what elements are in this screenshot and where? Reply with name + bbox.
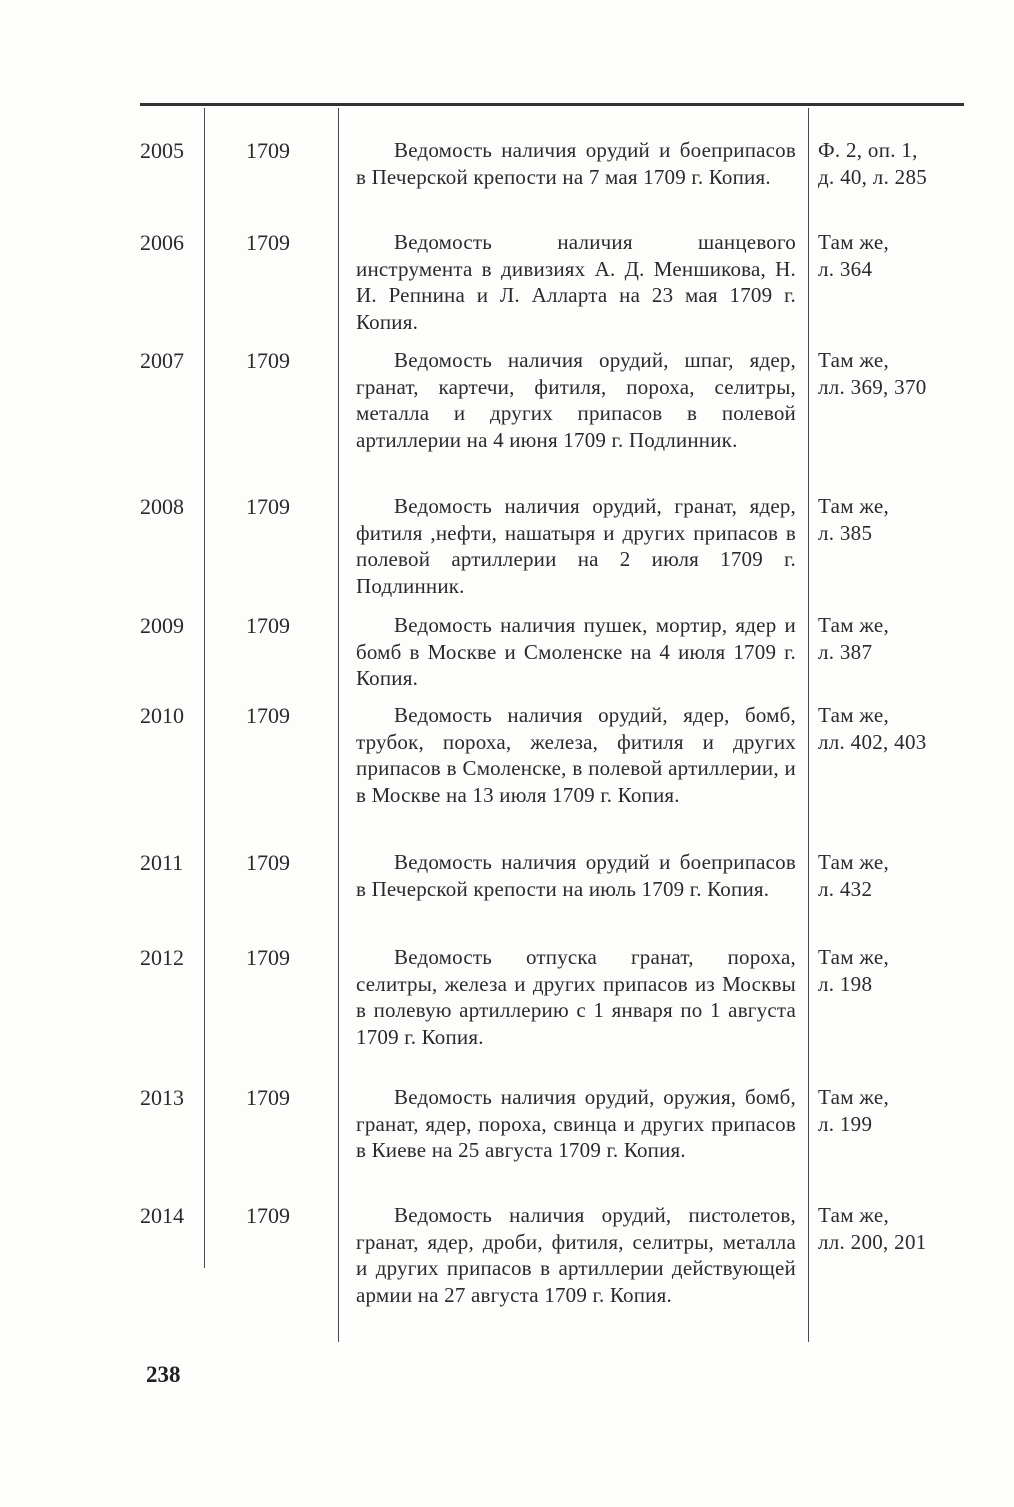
entry-year: 1709 xyxy=(246,945,290,970)
column-divider-number xyxy=(204,108,205,1268)
reference-line: л. 385 xyxy=(818,521,873,545)
entry-year: 1709 xyxy=(246,138,290,163)
reference-line: Там же, xyxy=(818,1203,890,1227)
entry-description: Ведомость наличия орудий, пистолетов, гранат, ядер, дроби, фитиля, селитры, металла и других припасов в артиллерии действующей армии на 27 августа 1709 г. Копия. xyxy=(356,1203,796,1307)
column-divider-description xyxy=(808,108,809,1342)
entry-number: 2014 xyxy=(140,1203,184,1228)
entry-reference xyxy=(818,347,968,401)
entry-description: Ведомость наличия орудий, оружия, бомб, гранат, ядер, пороха, свинца и других припасов в Киеве на 25 августа 1709 г. Копия. xyxy=(356,1085,796,1162)
entry-description: Ведомость наличия орудий, шпаг, ядер, гранат, картечи, фитиля, пороха, селитры, металла и других припасов в полевой артиллерии на 4 июня 1709 г. Подлинник. xyxy=(356,348,796,452)
entry-number: 2006 xyxy=(140,230,184,255)
entry-number: 2009 xyxy=(140,613,184,638)
entry-reference xyxy=(818,229,968,283)
entry-reference xyxy=(818,137,968,191)
entry-number: 2007 xyxy=(140,348,184,373)
reference-line: Там же, xyxy=(818,230,890,254)
reference-line: д. 40, л. 285 xyxy=(818,165,928,189)
entry-year: 1709 xyxy=(246,1085,290,1110)
entry-year: 1709 xyxy=(246,850,290,875)
table-top-rule xyxy=(140,103,964,106)
reference-line: Там же, xyxy=(818,1085,890,1109)
entry-description: Ведомость наличия орудий, ядер, бомб, трубок, пороха, железа, фитиля и других припасов в Смоленске, в полевой артиллерии, и в Москве на 13 июля 1709 г. Копия. xyxy=(356,703,796,807)
entry-reference xyxy=(818,849,968,903)
reference-line: Там же, xyxy=(818,613,890,637)
reference-line: л. 387 xyxy=(818,640,873,664)
reference-line: л. 198 xyxy=(818,972,873,996)
entry-year: 1709 xyxy=(246,348,290,373)
entry-description: Ведомость наличия орудий и боеприпасов в Печерской крепости на 7 мая 1709 г. Копия. xyxy=(356,138,796,189)
entry-year: 1709 xyxy=(246,703,290,728)
entry-year: 1709 xyxy=(246,613,290,638)
entry-number: 2008 xyxy=(140,494,184,519)
entry-reference xyxy=(818,1084,968,1138)
reference-line: лл. 200, 201 xyxy=(818,1230,927,1254)
reference-line: л. 199 xyxy=(818,1112,873,1136)
entry-reference xyxy=(818,612,968,666)
entry-reference xyxy=(818,944,968,998)
entry-number: 2013 xyxy=(140,1085,184,1110)
column-divider-year xyxy=(338,108,339,1342)
entry-description: Ведомость отпуска гранат, пороха, селитры, железа и других припасов из Москвы в полевую артиллерию с 1 января по 1 августа 1709 г. Копия. xyxy=(356,945,796,1049)
entry-description: Ведомость наличия пушек, мортир, ядер и бомб в Москве и Смоленске на 4 июля 1709 г. Копия. xyxy=(356,613,796,690)
page-number: 238 xyxy=(146,1362,181,1387)
entry-number: 2005 xyxy=(140,138,184,163)
entry-reference xyxy=(818,1202,968,1256)
reference-line: Ф. 2, оп. 1, xyxy=(818,138,918,162)
reference-line: лл. 369, 370 xyxy=(818,375,927,399)
entry-year: 1709 xyxy=(246,230,290,255)
reference-line: Там же, xyxy=(818,494,890,518)
entry-description: Ведомость наличия орудий, гранат, ядер, фитиля ,нефти, нашатыря и других припасов в полевой артиллерии на 2 июля 1709 г. Подлинник. xyxy=(356,494,796,598)
entry-reference xyxy=(818,493,968,547)
reference-line: Там же, xyxy=(818,850,890,874)
reference-line: лл. 402, 403 xyxy=(818,730,927,754)
entry-description: Ведомость наличия орудий и боеприпасов в Печерской крепости на июль 1709 г. Копия. xyxy=(356,850,796,901)
entry-number: 2011 xyxy=(140,850,184,875)
reference-line: л. 364 xyxy=(818,257,873,281)
reference-line: Там же, xyxy=(818,703,890,727)
entry-year: 1709 xyxy=(246,1203,290,1228)
entry-reference xyxy=(818,702,968,756)
reference-line: л. 432 xyxy=(818,877,873,901)
reference-line: Там же, xyxy=(818,945,890,969)
reference-line: Там же, xyxy=(818,348,890,372)
entry-number: 2010 xyxy=(140,703,184,728)
entry-number: 2012 xyxy=(140,945,184,970)
entry-description: Ведомость наличия шанцевого инструмента в дивизиях А. Д. Меншикова, Н. И. Репнина и Л. Алларта на 23 мая 1709 г. Копия. xyxy=(356,230,796,334)
entry-year: 1709 xyxy=(246,494,290,519)
